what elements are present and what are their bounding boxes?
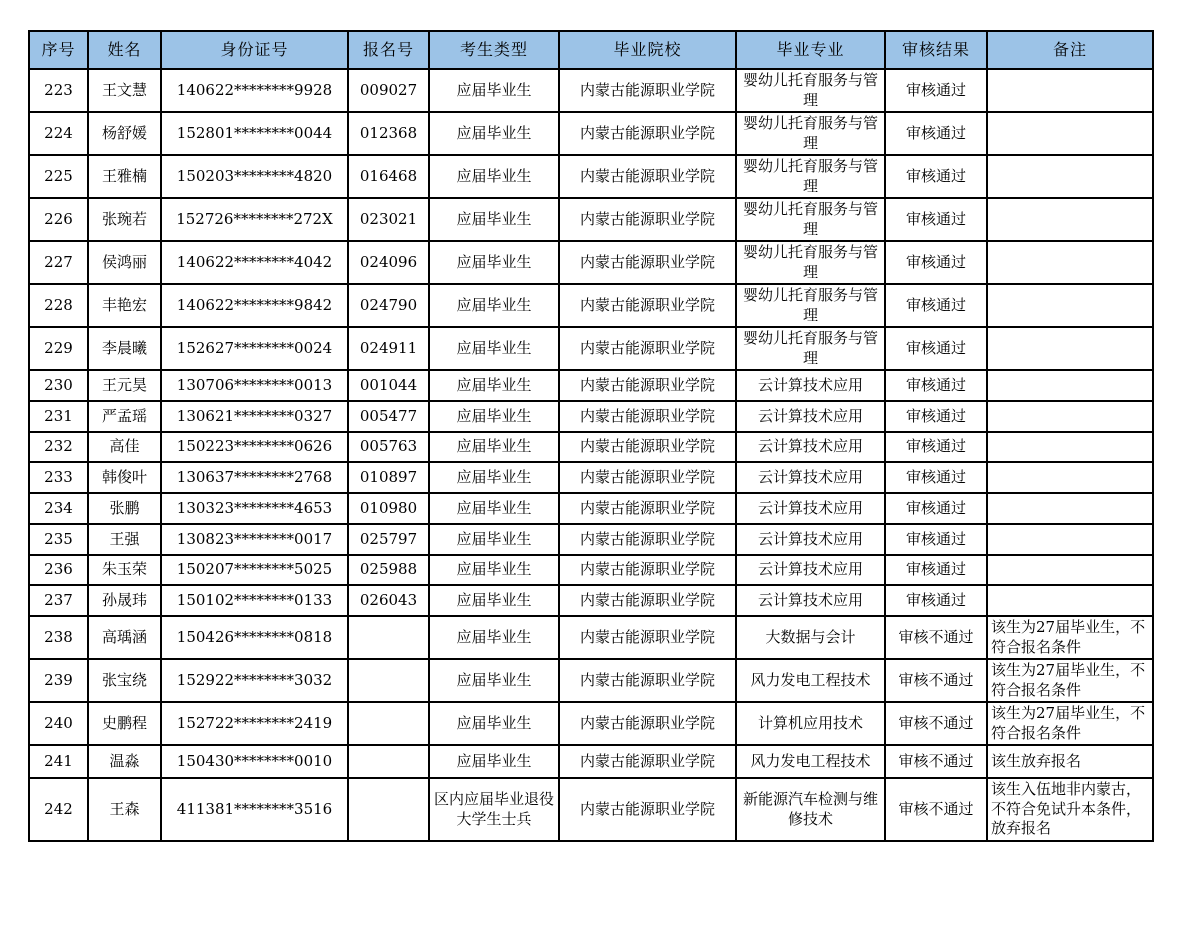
cell-major: 云计算技术应用 (736, 585, 885, 616)
cell-id-number: 150426********0818 (161, 616, 348, 659)
table-row (29, 616, 1153, 659)
table-row (29, 778, 1153, 841)
cell-id-number: 150102********0133 (161, 585, 348, 616)
cell-name: 李晨曦 (88, 327, 161, 370)
cell-school: 内蒙古能源职业学院 (559, 155, 736, 198)
cell-id-number: 130637********2768 (161, 462, 348, 493)
cell-id-number: 140622********9842 (161, 284, 348, 327)
cell-no: 227 (29, 241, 88, 284)
table-row (29, 745, 1153, 778)
cell-school: 内蒙古能源职业学院 (559, 284, 736, 327)
cell-major: 云计算技术应用 (736, 370, 885, 401)
cell-school: 内蒙古能源职业学院 (559, 702, 736, 745)
cell-no: 230 (29, 370, 88, 401)
cell-no: 224 (29, 112, 88, 155)
cell-candidate-type: 应届毕业生 (429, 493, 559, 524)
cell-no: 242 (29, 778, 88, 841)
cell-result: 审核通过 (885, 155, 987, 198)
cell-major: 大数据与会计 (736, 616, 885, 659)
cell-no: 240 (29, 702, 88, 745)
cell-result: 审核通过 (885, 69, 987, 112)
table-row (29, 462, 1153, 493)
cell-remark (987, 155, 1153, 198)
cell-reg-no: 025797 (348, 524, 429, 555)
col-header-no: 序号 (29, 31, 88, 69)
cell-no: 237 (29, 585, 88, 616)
cell-school: 内蒙古能源职业学院 (559, 401, 736, 432)
cell-result: 审核不通过 (885, 702, 987, 745)
cell-no: 223 (29, 69, 88, 112)
cell-candidate-type: 应届毕业生 (429, 241, 559, 284)
cell-major: 新能源汽车检测与维修技术 (736, 778, 885, 841)
cell-remark: 该生为27届毕业生，不符合报名条件 (987, 616, 1153, 659)
cell-reg-no (348, 702, 429, 745)
cell-result: 审核通过 (885, 493, 987, 524)
cell-candidate-type: 应届毕业生 (429, 555, 559, 585)
cell-remark (987, 432, 1153, 462)
cell-id-number: 130706********0013 (161, 370, 348, 401)
col-header-id-number: 身份证号 (161, 31, 348, 69)
cell-name: 高瑀涵 (88, 616, 161, 659)
cell-name: 张宝绕 (88, 659, 161, 702)
cell-school: 内蒙古能源职业学院 (559, 432, 736, 462)
cell-name: 严孟瑶 (88, 401, 161, 432)
cell-candidate-type: 应届毕业生 (429, 745, 559, 778)
cell-major: 婴幼儿托育服务与管理 (736, 69, 885, 112)
cell-candidate-type: 应届毕业生 (429, 702, 559, 745)
cell-reg-no: 023021 (348, 198, 429, 241)
cell-name: 高佳 (88, 432, 161, 462)
cell-remark (987, 370, 1153, 401)
cell-no: 236 (29, 555, 88, 585)
col-header-name: 姓名 (88, 31, 161, 69)
cell-candidate-type: 应届毕业生 (429, 112, 559, 155)
col-header-reg-no: 报名号 (348, 31, 429, 69)
cell-reg-no: 026043 (348, 585, 429, 616)
cell-id-number: 140622********9928 (161, 69, 348, 112)
cell-name: 朱玉荣 (88, 555, 161, 585)
cell-no: 233 (29, 462, 88, 493)
table-row (29, 524, 1153, 555)
cell-id-number: 152922********3032 (161, 659, 348, 702)
cell-major: 计算机应用技术 (736, 702, 885, 745)
cell-remark (987, 555, 1153, 585)
cell-school: 内蒙古能源职业学院 (559, 659, 736, 702)
cell-result: 审核通过 (885, 401, 987, 432)
cell-reg-no: 024790 (348, 284, 429, 327)
cell-no: 226 (29, 198, 88, 241)
col-header-candidate-type: 考生类型 (429, 31, 559, 69)
cell-school: 内蒙古能源职业学院 (559, 112, 736, 155)
cell-reg-no (348, 616, 429, 659)
table-row (29, 493, 1153, 524)
col-header-result: 审核结果 (885, 31, 987, 69)
cell-reg-no: 010980 (348, 493, 429, 524)
cell-name: 温淼 (88, 745, 161, 778)
col-header-major: 毕业专业 (736, 31, 885, 69)
table-row (29, 659, 1153, 702)
cell-reg-no: 012368 (348, 112, 429, 155)
cell-id-number: 140622********4042 (161, 241, 348, 284)
table-row (29, 155, 1153, 198)
cell-candidate-type: 区内应届毕业退役大学生士兵 (429, 778, 559, 841)
cell-candidate-type: 应届毕业生 (429, 284, 559, 327)
table-body (29, 69, 1153, 841)
cell-remark (987, 69, 1153, 112)
cell-major: 风力发电工程技术 (736, 659, 885, 702)
cell-name: 王强 (88, 524, 161, 555)
cell-name: 杨舒媛 (88, 112, 161, 155)
cell-remark: 该生为27届毕业生，不符合报名条件 (987, 659, 1153, 702)
cell-reg-no: 024096 (348, 241, 429, 284)
table-row (29, 198, 1153, 241)
cell-name: 韩俊叶 (88, 462, 161, 493)
cell-reg-no (348, 659, 429, 702)
cell-candidate-type: 应届毕业生 (429, 327, 559, 370)
cell-school: 内蒙古能源职业学院 (559, 778, 736, 841)
table-row (29, 555, 1153, 585)
cell-no: 239 (29, 659, 88, 702)
cell-major: 风力发电工程技术 (736, 745, 885, 778)
cell-major: 婴幼儿托育服务与管理 (736, 198, 885, 241)
cell-id-number: 150223********0626 (161, 432, 348, 462)
table-row (29, 401, 1153, 432)
cell-school: 内蒙古能源职业学院 (559, 745, 736, 778)
cell-remark (987, 198, 1153, 241)
cell-school: 内蒙古能源职业学院 (559, 524, 736, 555)
cell-major: 婴幼儿托育服务与管理 (736, 284, 885, 327)
col-header-remark: 备注 (987, 31, 1153, 69)
table-row (29, 284, 1153, 327)
cell-no: 232 (29, 432, 88, 462)
cell-name: 王文慧 (88, 69, 161, 112)
cell-result: 审核通过 (885, 241, 987, 284)
cell-candidate-type: 应届毕业生 (429, 198, 559, 241)
table-row (29, 241, 1153, 284)
cell-result: 审核不通过 (885, 616, 987, 659)
cell-school: 内蒙古能源职业学院 (559, 69, 736, 112)
cell-remark: 该生为27届毕业生，不符合报名条件 (987, 702, 1153, 745)
applicant-review-table (28, 30, 1154, 842)
table-row (29, 112, 1153, 155)
cell-reg-no: 016468 (348, 155, 429, 198)
table-row (29, 585, 1153, 616)
cell-result: 审核不通过 (885, 745, 987, 778)
cell-school: 内蒙古能源职业学院 (559, 493, 736, 524)
cell-major: 云计算技术应用 (736, 401, 885, 432)
cell-result: 审核通过 (885, 462, 987, 493)
cell-candidate-type: 应届毕业生 (429, 524, 559, 555)
cell-school: 内蒙古能源职业学院 (559, 585, 736, 616)
col-header-school: 毕业院校 (559, 31, 736, 69)
cell-name: 张琬若 (88, 198, 161, 241)
cell-major: 婴幼儿托育服务与管理 (736, 112, 885, 155)
cell-reg-no: 005477 (348, 401, 429, 432)
cell-id-number: 152627********0024 (161, 327, 348, 370)
cell-no: 225 (29, 155, 88, 198)
cell-major: 云计算技术应用 (736, 462, 885, 493)
cell-candidate-type: 应届毕业生 (429, 585, 559, 616)
cell-school: 内蒙古能源职业学院 (559, 241, 736, 284)
cell-id-number: 150430********0010 (161, 745, 348, 778)
table-row (29, 327, 1153, 370)
cell-school: 内蒙古能源职业学院 (559, 198, 736, 241)
cell-major: 婴幼儿托育服务与管理 (736, 155, 885, 198)
cell-candidate-type: 应届毕业生 (429, 155, 559, 198)
cell-id-number: 411381********3516 (161, 778, 348, 841)
cell-remark: 该生入伍地非内蒙古，不符合免试升本条件，放弃报名 (987, 778, 1153, 841)
cell-result: 审核通过 (885, 327, 987, 370)
cell-result: 审核不通过 (885, 778, 987, 841)
cell-reg-no: 005763 (348, 432, 429, 462)
cell-result: 审核通过 (885, 370, 987, 401)
cell-name: 王森 (88, 778, 161, 841)
cell-candidate-type: 应届毕业生 (429, 616, 559, 659)
cell-school: 内蒙古能源职业学院 (559, 370, 736, 401)
applicant-review-table-container (28, 30, 1154, 842)
cell-major: 云计算技术应用 (736, 524, 885, 555)
cell-remark (987, 524, 1153, 555)
cell-major: 婴幼儿托育服务与管理 (736, 327, 885, 370)
cell-reg-no (348, 778, 429, 841)
cell-candidate-type: 应届毕业生 (429, 69, 559, 112)
cell-remark (987, 284, 1153, 327)
cell-result: 审核不通过 (885, 659, 987, 702)
cell-result: 审核通过 (885, 198, 987, 241)
cell-name: 侯鸿丽 (88, 241, 161, 284)
cell-name: 王元昊 (88, 370, 161, 401)
cell-id-number: 130323********4653 (161, 493, 348, 524)
cell-result: 审核通过 (885, 555, 987, 585)
cell-remark (987, 462, 1153, 493)
cell-no: 229 (29, 327, 88, 370)
cell-candidate-type: 应届毕业生 (429, 462, 559, 493)
table-row (29, 702, 1153, 745)
cell-no: 231 (29, 401, 88, 432)
table-row (29, 69, 1153, 112)
cell-reg-no: 010897 (348, 462, 429, 493)
cell-result: 审核通过 (885, 284, 987, 327)
cell-id-number: 152722********2419 (161, 702, 348, 745)
cell-remark: 该生放弃报名 (987, 745, 1153, 778)
cell-result: 审核通过 (885, 585, 987, 616)
cell-id-number: 152801********0044 (161, 112, 348, 155)
cell-remark (987, 241, 1153, 284)
cell-result: 审核通过 (885, 432, 987, 462)
cell-remark (987, 585, 1153, 616)
cell-major: 云计算技术应用 (736, 493, 885, 524)
cell-candidate-type: 应届毕业生 (429, 401, 559, 432)
table-row (29, 370, 1153, 401)
cell-major: 婴幼儿托育服务与管理 (736, 241, 885, 284)
cell-major: 云计算技术应用 (736, 432, 885, 462)
cell-name: 史鹏程 (88, 702, 161, 745)
cell-name: 丰艳宏 (88, 284, 161, 327)
cell-reg-no (348, 745, 429, 778)
cell-candidate-type: 应届毕业生 (429, 432, 559, 462)
cell-remark (987, 112, 1153, 155)
cell-id-number: 150203********4820 (161, 155, 348, 198)
cell-no: 241 (29, 745, 88, 778)
cell-name: 孙晟玮 (88, 585, 161, 616)
cell-school: 内蒙古能源职业学院 (559, 555, 736, 585)
table-row (29, 432, 1153, 462)
cell-candidate-type: 应届毕业生 (429, 370, 559, 401)
cell-reg-no: 009027 (348, 69, 429, 112)
cell-school: 内蒙古能源职业学院 (559, 462, 736, 493)
cell-result: 审核通过 (885, 524, 987, 555)
cell-reg-no: 001044 (348, 370, 429, 401)
cell-remark (987, 493, 1153, 524)
cell-id-number: 150207********5025 (161, 555, 348, 585)
header-row (29, 31, 1153, 69)
cell-remark (987, 327, 1153, 370)
cell-school: 内蒙古能源职业学院 (559, 616, 736, 659)
cell-major: 云计算技术应用 (736, 555, 885, 585)
cell-id-number: 130621********0327 (161, 401, 348, 432)
cell-no: 238 (29, 616, 88, 659)
cell-no: 228 (29, 284, 88, 327)
cell-remark (987, 401, 1153, 432)
cell-name: 张鹏 (88, 493, 161, 524)
cell-result: 审核通过 (885, 112, 987, 155)
cell-no: 235 (29, 524, 88, 555)
cell-reg-no: 025988 (348, 555, 429, 585)
cell-id-number: 130823********0017 (161, 524, 348, 555)
cell-reg-no: 024911 (348, 327, 429, 370)
cell-name: 王雅楠 (88, 155, 161, 198)
cell-id-number: 152726********272X (161, 198, 348, 241)
cell-school: 内蒙古能源职业学院 (559, 327, 736, 370)
cell-candidate-type: 应届毕业生 (429, 659, 559, 702)
cell-no: 234 (29, 493, 88, 524)
